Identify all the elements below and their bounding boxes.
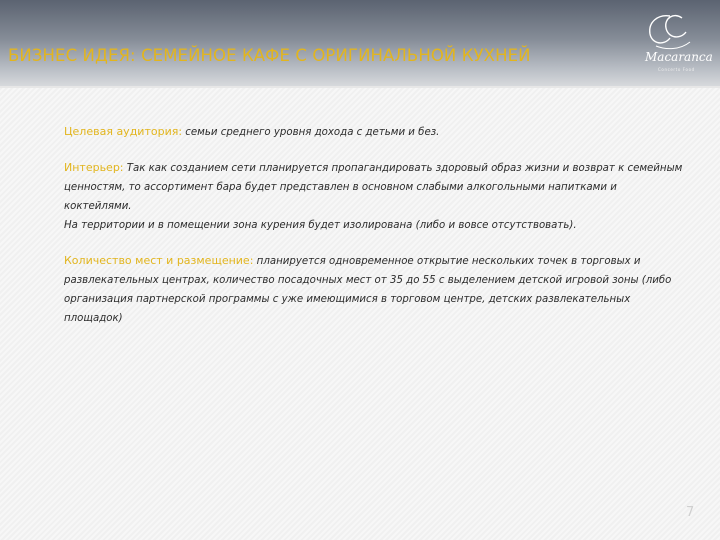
interior-label: Интерьер: <box>64 161 124 174</box>
logo-text: Macaranca <box>645 50 713 64</box>
seats-text: планируется одновременное открытие нескольких точек в торговых и развлекательных центрах, количество посадочных мест от 35 до 55 с выделением детской игровой зоны (либо организация партнерской программы с уже имеющимися в торговом центре, детских развлекательных площадок) <box>64 256 672 324</box>
content-body <box>64 122 686 344</box>
audience-text: семьи среднего уровня дохода с детьми и без. <box>185 127 440 138</box>
audience-label: Целевая аудитория: <box>64 125 183 138</box>
slide-title: БИЗНЕС ИДЕЯ: СЕМЕЙНОЕ КАФЕ С ОРИГИНАЛЬНОЙ КУХНЕЙ <box>8 46 531 65</box>
seats-label: Количество мест и размещение: <box>64 254 254 267</box>
header-divider <box>0 86 720 88</box>
interior-text-2: На территории и в помещении зона курения будет изолирована (либо и вовсе отсутствовать). <box>64 220 577 231</box>
interior-text: Так как созданием сети планируется пропагандировать здоровый образ жизни и возврат к семейным ценностям, то ассортимент бара будет представлен в основном слабыми алкогольными напитками и коктейлями. <box>64 163 683 212</box>
page-number: 7 <box>686 505 695 520</box>
audience-paragraph <box>64 122 686 142</box>
logo-subtext: Concerto Food <box>658 67 695 72</box>
interior-paragraph <box>64 158 686 216</box>
cc-monogram-logo-icon <box>630 6 716 84</box>
seats-paragraph <box>64 251 686 328</box>
header-band <box>0 0 720 86</box>
interior-paragraph-2 <box>64 216 686 235</box>
